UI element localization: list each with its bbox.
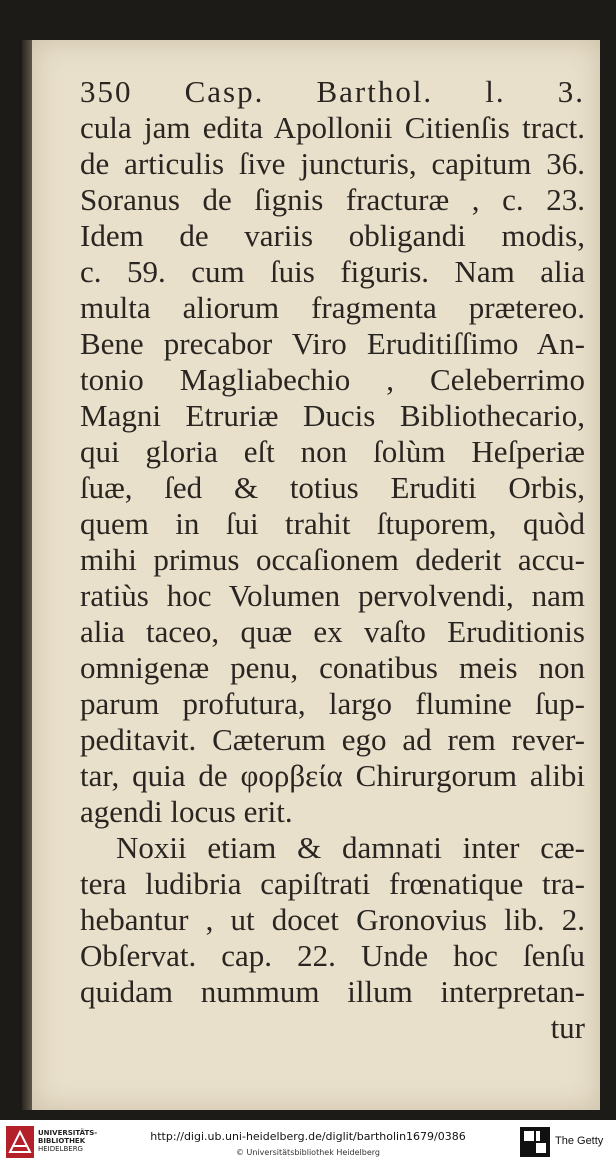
text-line: quidam nummum illum interpretan- [80, 974, 585, 1009]
text-line: hebantur , ut docet Gronovius lib. 2. [80, 902, 585, 937]
text-line: qui gloria eſt non ſolùm Heſperiæ [80, 434, 585, 469]
text-line: Bene precabor Viro Eruditiſſimo An- [80, 326, 585, 361]
text-line: mihi primus occaſionem dederit accu- [80, 542, 585, 577]
text-line: de articulis ſive juncturis, capitum 36. [80, 146, 585, 181]
text-line: tera ludibria capiſtrati frœnatique tra- [80, 866, 585, 901]
copyright-notice: © Universitätsbibliothek Heidelberg [235, 1148, 380, 1157]
text-line: alia taceo, quæ ex vaſto Eruditionis [80, 614, 585, 649]
library-name-line: BIBLIOTHEK [38, 1137, 86, 1145]
text-line: ratiùs hoc Volumen pervolvendi, nam [80, 578, 585, 613]
viewer-footer [0, 1120, 616, 1164]
text-line: multa aliorum fragmenta prætereo. [80, 290, 585, 325]
getty-logo-icon [520, 1127, 550, 1157]
library-name-line: UNIVERSITÄTS- [38, 1129, 98, 1137]
text-line: cula jam edita Apollonii Citienſis tract. [80, 110, 585, 145]
text-line: tonio Magliabechio , Celeberrimo [80, 362, 585, 397]
running-header: 350 Casp. Barthol. l. 3. [80, 74, 585, 109]
text-line: quem in ſui trahit ſtuporem, quòd [80, 506, 585, 541]
paragraph-first-line: Noxii etiam & damnati inter cæ- [116, 830, 585, 865]
text-line: tar, quia de φορβεία Chirurgorum alibi [80, 758, 585, 793]
library-name-line: HEIDELBERG [38, 1145, 83, 1153]
text-line: c. 59. cum ſuis figuris. Nam alia [80, 254, 585, 289]
text-line: Obſervat. cap. 22. Unde hoc ſenſu [80, 938, 585, 973]
catchword: tur [550, 1010, 585, 1045]
partner-name: The Getty [555, 1135, 604, 1147]
text-line: Magni Etruriæ Ducis Bibliothecario, [80, 398, 585, 433]
text-line: ſuæ, ſed & totius Eruditi Orbis, [80, 470, 585, 505]
text-line: peditavit. Cæterum ego ad rem rever- [80, 722, 585, 757]
permalink-url[interactable]: http://digi.ub.uni-heidelberg.de/diglit/bartholin1679/0386 [150, 1130, 466, 1143]
text-line: Idem de variis obligandi modis, [80, 218, 585, 253]
text-line: omnigenæ penu, conatibus meis non [80, 650, 585, 685]
text-line: parum profutura, largo flumine ſup- [80, 686, 585, 721]
text-line: Soranus de ſignis fracturæ , c. 23. [80, 182, 585, 217]
text-line: agendi locus erit. [80, 794, 293, 829]
